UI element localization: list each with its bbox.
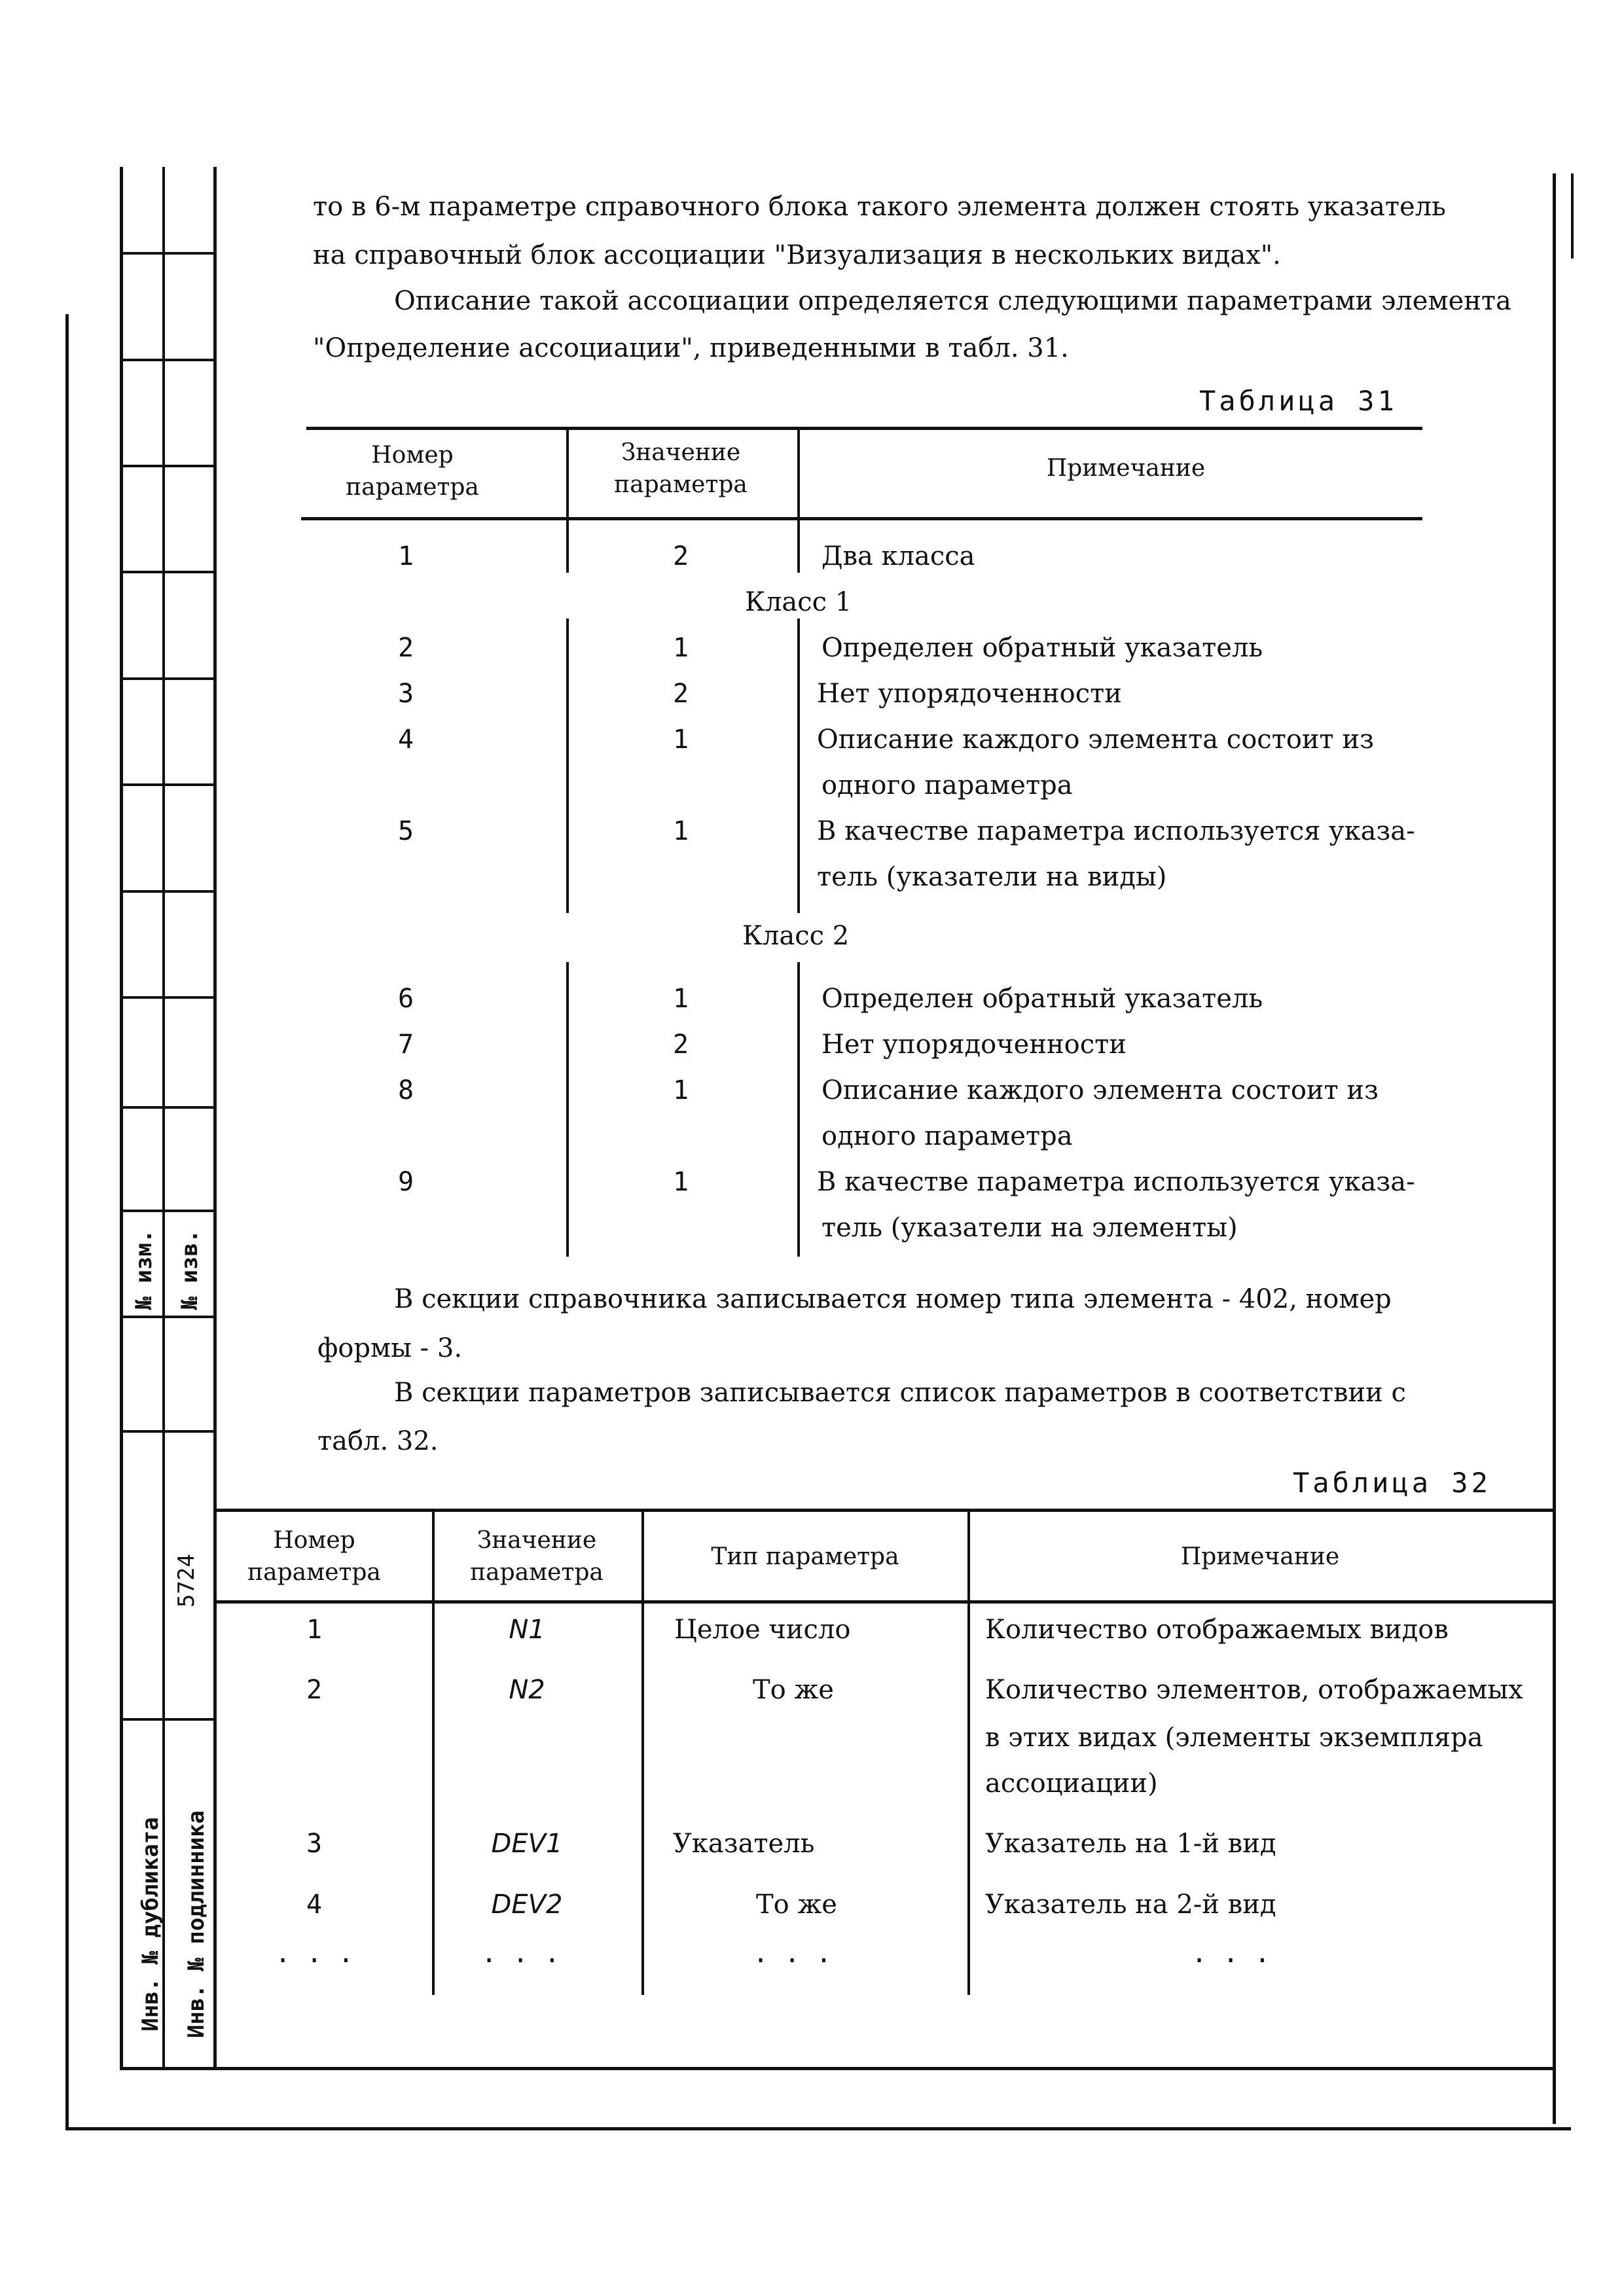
frame-left-inner bbox=[213, 167, 217, 2068]
middle-line-2: формы - 3. bbox=[317, 1333, 463, 1363]
table31-row1-num: 1 bbox=[397, 541, 414, 571]
table31-c2-note: Описание каждого элемента состоит из bbox=[821, 1075, 1379, 1105]
table31-c1-val: 1 bbox=[672, 633, 689, 663]
table31-col-divider bbox=[797, 429, 800, 573]
table31-c2-num: 8 bbox=[397, 1075, 414, 1105]
margin-dublikata-label: Инв. № дубликата bbox=[137, 1817, 164, 2032]
table31-c1-note: Описание каждого элемента состоит из bbox=[817, 725, 1374, 755]
frame-right-tick bbox=[1571, 173, 1574, 259]
table32-row-type: Указатель bbox=[673, 1829, 815, 1859]
table32-top-rule bbox=[216, 1509, 1555, 1512]
table32-ellipsis: . . . bbox=[481, 1939, 560, 1969]
table31-top-rule bbox=[306, 427, 1422, 430]
table31-row1-note: Два класса bbox=[821, 541, 975, 571]
table32-header-note: Примечание bbox=[1180, 1543, 1340, 1570]
frame-outer-left bbox=[65, 314, 69, 2130]
intro-line-2: на справочный блок ассоциации "Визуализация в нескольких видах". bbox=[313, 240, 1281, 270]
intro-line-1: то в 6-м параметре справочного блока такого элемента должен стоять указатель bbox=[313, 192, 1446, 222]
table31-c1-val: 1 bbox=[672, 725, 689, 755]
table32-header-num: Номер параметра bbox=[247, 1527, 381, 1586]
table32-header-type: Тип параметра bbox=[711, 1543, 899, 1570]
table31-c2-num: 7 bbox=[397, 1030, 414, 1060]
table31-c2-note-cont: одного параметра bbox=[821, 1121, 1073, 1151]
table32-row-val: DEV1 bbox=[491, 1829, 563, 1859]
table32-row-type: То же bbox=[756, 1890, 837, 1920]
table31-c1-val: 2 bbox=[672, 679, 689, 709]
table32-col-divider bbox=[967, 1511, 970, 1995]
table32-col-divider bbox=[432, 1511, 435, 1995]
frame-left-mid bbox=[162, 167, 165, 2068]
margin-divider bbox=[120, 996, 215, 999]
table32-row-type: Целое число bbox=[674, 1615, 851, 1645]
table32-row-val: N1 bbox=[509, 1615, 545, 1645]
table32-row-val: DEV2 bbox=[491, 1890, 563, 1920]
table31-class2-label: Класс 2 bbox=[742, 921, 850, 951]
frame-bottom-inner bbox=[120, 2067, 1556, 2070]
table31-c1-num: 2 bbox=[397, 633, 414, 663]
table32-row-type: То же bbox=[753, 1675, 834, 1705]
table32-ellipsis: . . . bbox=[1191, 1939, 1271, 1969]
margin-divider bbox=[120, 1718, 215, 1721]
table31-c2-val: 1 bbox=[672, 1167, 689, 1197]
margin-number: 5724 bbox=[173, 1554, 200, 1607]
table31-row1-val: 2 bbox=[672, 541, 689, 571]
intro-line-3: Описание такой ассоциации определяется следующими параметрами элемента bbox=[394, 286, 1511, 316]
table32-row-val: N2 bbox=[509, 1675, 545, 1705]
margin-divider bbox=[120, 1430, 215, 1433]
table32-row-note-cont: ассоциации) bbox=[985, 1768, 1158, 1799]
table31-c1-note: В качестве параметра используется указа- bbox=[817, 816, 1415, 846]
table31-c2-note: Определен обратный указатель bbox=[821, 984, 1263, 1014]
middle-line-3: В секции параметров записывается список параметров в соответствии с bbox=[394, 1378, 1406, 1408]
frame-bottom bbox=[65, 2127, 1571, 2130]
table31-c1-num: 4 bbox=[397, 725, 414, 755]
margin-divider bbox=[120, 252, 215, 255]
margin-izv-label: № изв. bbox=[177, 1229, 203, 1310]
table31-c2-num: 9 bbox=[397, 1167, 414, 1197]
table32-ellipsis: . . . bbox=[753, 1939, 832, 1969]
table31-c1-note: Определен обратный указатель bbox=[821, 633, 1263, 663]
table32-row-note: Количество отображаемых видов bbox=[985, 1615, 1449, 1645]
margin-podlinnika-label: Инв. № подлинника bbox=[183, 1810, 209, 2038]
table32-header-val: Значение параметра bbox=[470, 1527, 604, 1586]
table31-c1-val: 1 bbox=[672, 816, 689, 846]
margin-divider bbox=[120, 1106, 215, 1109]
table31-class1-label: Класс 1 bbox=[745, 587, 852, 617]
table31-c1-num: 5 bbox=[397, 816, 414, 846]
table31-c1-note-cont: одного параметра bbox=[821, 770, 1073, 800]
table31-c1-num: 3 bbox=[397, 679, 414, 709]
frame-left-outer bbox=[120, 167, 123, 2068]
table31-c2-note-cont: тель (указатели на элементы) bbox=[821, 1213, 1238, 1243]
middle-line-4: табл. 32. bbox=[317, 1426, 439, 1456]
table31-c2-note: В качестве параметра используется указа- bbox=[817, 1167, 1415, 1197]
table31-c2-val: 1 bbox=[672, 984, 689, 1014]
table32-row-note-cont: в этих видах (элементы экземпляра bbox=[985, 1723, 1483, 1753]
table32-col-divider bbox=[641, 1511, 644, 1995]
table32-row-num: 3 bbox=[306, 1829, 323, 1859]
margin-divider bbox=[120, 783, 215, 786]
table32-row-note: Количество элементов, отображаемых bbox=[985, 1675, 1523, 1705]
table32-caption: Таблица 32 bbox=[1293, 1467, 1491, 1499]
margin-izm-label: № изм. bbox=[131, 1229, 157, 1310]
table31-col-divider bbox=[566, 429, 569, 573]
table31-header-note: Примечание bbox=[1046, 455, 1206, 482]
table32-row-num: 4 bbox=[306, 1890, 323, 1920]
table31-header-val: Значение параметра bbox=[614, 439, 748, 498]
table32-ellipsis: . . . bbox=[275, 1939, 354, 1969]
frame-right bbox=[1553, 173, 1556, 2124]
table31-c2-val: 2 bbox=[672, 1030, 689, 1060]
table32-row-num: 1 bbox=[306, 1615, 323, 1645]
margin-divider bbox=[120, 677, 215, 680]
table31-col-divider bbox=[797, 962, 800, 1257]
table31-header-rule bbox=[301, 517, 1422, 520]
table31-c2-note: Нет упорядоченности bbox=[821, 1030, 1127, 1060]
margin-divider bbox=[120, 465, 215, 467]
table31-col-divider bbox=[566, 619, 569, 913]
margin-divider bbox=[120, 890, 215, 893]
margin-divider bbox=[120, 571, 215, 573]
table31-col-divider bbox=[797, 619, 800, 913]
table31-header-num: Номер параметра bbox=[346, 442, 479, 501]
table31-c1-note: Нет упорядоченности bbox=[817, 679, 1122, 709]
table31-c2-val: 1 bbox=[672, 1075, 689, 1105]
table32-row-note: Указатель на 1-й вид bbox=[985, 1829, 1276, 1859]
margin-divider bbox=[120, 359, 215, 361]
table32-header-rule bbox=[216, 1600, 1555, 1604]
table31-caption: Таблица 31 bbox=[1199, 385, 1398, 417]
table31-c1-note-cont: тель (указатели на виды) bbox=[817, 862, 1167, 892]
table31-c2-num: 6 bbox=[397, 984, 414, 1014]
table31-col-divider bbox=[566, 962, 569, 1257]
middle-line-1: В секции справочника записывается номер типа элемента - 402, номер bbox=[394, 1284, 1392, 1314]
intro-line-4: "Определение ассоциации", приведенными в табл. 31. bbox=[313, 333, 1069, 363]
table32-row-num: 2 bbox=[306, 1675, 323, 1705]
table32-row-note: Указатель на 2-й вид bbox=[985, 1890, 1276, 1920]
